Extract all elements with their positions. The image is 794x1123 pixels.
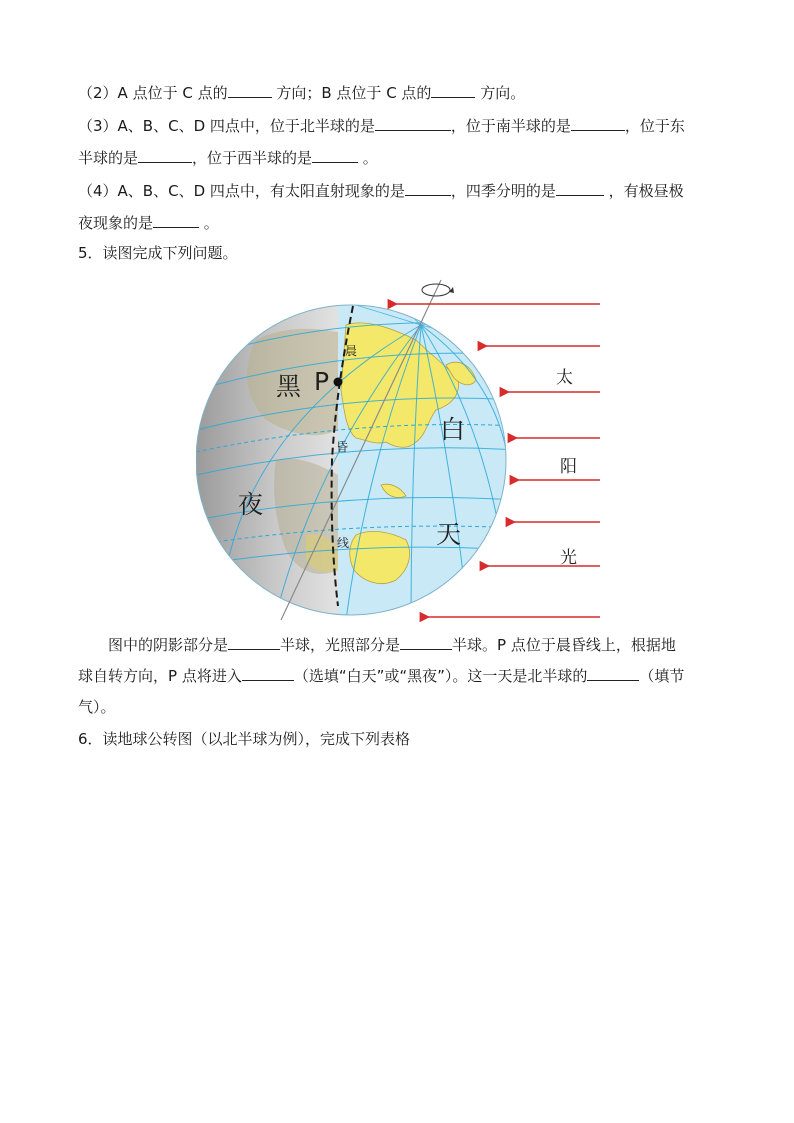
q4-line-3 bbox=[78, 115, 685, 136]
q5-blank-solar-term[interactable] bbox=[587, 665, 639, 681]
q4-3b-text-c: 。 bbox=[358, 149, 378, 167]
q4-4b-text-b: 。 bbox=[199, 214, 219, 232]
terminator-char-2: 昏 bbox=[336, 440, 349, 454]
q4-3-text-c: ，位于东 bbox=[624, 117, 685, 135]
q4-3b-text-b: ，位于西半球的是 bbox=[192, 149, 313, 167]
terminator-char-1: 晨 bbox=[345, 344, 358, 358]
dark-label: 黑 bbox=[276, 372, 302, 401]
white-label: 白 bbox=[440, 415, 466, 444]
q4-2-text-c: 方向。 bbox=[475, 84, 526, 102]
q5-blank-shaded-hemisphere[interactable] bbox=[228, 634, 280, 650]
sun-char-3: 光 bbox=[560, 548, 577, 568]
q4-line-4 bbox=[78, 180, 684, 201]
q4-4-blank-polar[interactable] bbox=[153, 212, 199, 228]
terminator-char-3: 线 bbox=[337, 536, 350, 550]
q4-3-blank-east[interactable] bbox=[138, 147, 192, 163]
sun-char-1: 太 bbox=[556, 368, 573, 388]
q5-2-text-c: （填节 bbox=[639, 667, 685, 685]
point-p-label: P bbox=[314, 367, 330, 396]
q5-2-text-b: （选填“白天”或“黑夜”）。这一天是北半球的 bbox=[293, 667, 588, 685]
q5-blank-day-night[interactable] bbox=[242, 665, 294, 681]
q5-text-line-3: 气）。 bbox=[78, 698, 116, 716]
q4-3b-text-a: 半球的是 bbox=[78, 149, 139, 167]
q4-3-blank-west[interactable] bbox=[312, 147, 358, 163]
q4-4-text-a: （4）A、B、C、D 四点中，有太阳直射现象的是 bbox=[78, 182, 405, 200]
sun-char-2: 阳 bbox=[560, 457, 577, 477]
globe-illustration bbox=[196, 270, 606, 630]
q4-line-4b bbox=[78, 212, 219, 233]
q4-4-blank-seasons[interactable] bbox=[556, 180, 604, 196]
q5-1-text-b: 半球，光照部分是 bbox=[280, 636, 401, 654]
q4-line-3b bbox=[78, 147, 378, 168]
q5-text-line-2 bbox=[78, 665, 684, 686]
q6-title: 6．读地球公转图（以北半球为例），完成下列表格 bbox=[78, 730, 411, 748]
q4-2-blank-1[interactable] bbox=[228, 82, 272, 98]
night-label: 夜 bbox=[238, 490, 264, 519]
q4-4-text-c: ，有极昼极 bbox=[603, 182, 684, 200]
q4-2-blank-2[interactable] bbox=[431, 82, 475, 98]
q5-1-text-c: 半球。P 点位于晨昏线上，根据地 bbox=[452, 636, 676, 654]
q5-blank-lit-hemisphere[interactable] bbox=[400, 634, 452, 650]
q5-1-text-a: 图中的阴影部分是 bbox=[108, 636, 229, 654]
q4-3-text-a: （3）A、B、C、D 四点中，位于北半球的是 bbox=[78, 117, 375, 135]
q5-title: 5．读图完成下列问题。 bbox=[78, 244, 238, 262]
q5-text-line-1 bbox=[108, 634, 676, 655]
globe-figure bbox=[196, 270, 606, 630]
q4-4b-text-a: 夜现象的是 bbox=[78, 214, 154, 232]
q4-3-blank-south[interactable] bbox=[571, 115, 625, 131]
q4-3-text-b: ，位于南半球的是 bbox=[450, 117, 571, 135]
q4-3-blank-north[interactable] bbox=[375, 115, 451, 131]
q4-line-2 bbox=[78, 82, 525, 103]
q4-4-text-b: ，四季分明的是 bbox=[450, 182, 556, 200]
q5-2-text-a: 球自转方向，P 点将进入 bbox=[78, 667, 242, 685]
day-label: 天 bbox=[436, 520, 462, 549]
q4-2-text-b: 方向；B 点位于 C 点的 bbox=[271, 84, 432, 102]
point-p-marker bbox=[334, 378, 343, 387]
q4-2-text-a: （2）A 点位于 C 点的 bbox=[78, 84, 228, 102]
q4-4-blank-direct-sun[interactable] bbox=[405, 180, 451, 196]
